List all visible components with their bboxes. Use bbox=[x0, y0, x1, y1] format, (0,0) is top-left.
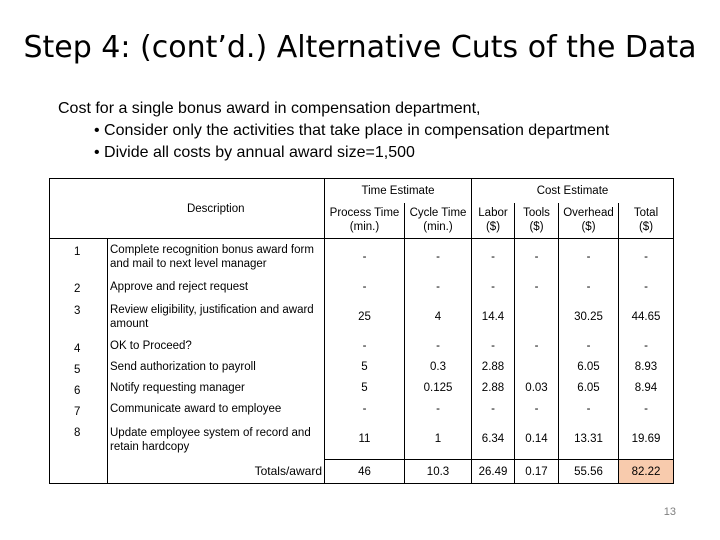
totals-value: 0.17 bbox=[515, 460, 559, 484]
bullet-divide: • Divide all costs by annual award size=1,500 bbox=[94, 144, 415, 161]
cost-estimate-header: Cost Estimate bbox=[472, 179, 674, 203]
column-header-line: Overhead bbox=[563, 207, 614, 220]
table-row bbox=[50, 399, 674, 420]
intro-line: Cost for a single bonus award in compensation department, bbox=[58, 100, 481, 117]
row-value: - bbox=[515, 239, 559, 276]
row-description: Notify requesting manager bbox=[108, 378, 325, 399]
totals-value: 10.3 bbox=[405, 460, 472, 484]
row-value: 30.25 bbox=[559, 298, 619, 336]
row-value: - bbox=[559, 276, 619, 298]
row-value: - bbox=[325, 336, 405, 357]
row-value: 2.88 bbox=[472, 357, 515, 378]
table-row bbox=[50, 239, 674, 276]
time-estimate-header: Time Estimate bbox=[325, 179, 472, 203]
row-value: - bbox=[472, 399, 515, 420]
row-value: 14.4 bbox=[472, 298, 515, 336]
row-value: 44.65 bbox=[619, 298, 674, 336]
row-value: - bbox=[325, 399, 405, 420]
row-value: 1 bbox=[405, 420, 472, 460]
slide-title: Step 4: (cont’d.) Alternative Cuts of the Data bbox=[23, 30, 697, 65]
row-value: 6.05 bbox=[559, 378, 619, 399]
row-value bbox=[515, 357, 559, 378]
column-header bbox=[515, 203, 559, 239]
column-header-line: ($) bbox=[485, 221, 501, 234]
row-value: - bbox=[405, 276, 472, 298]
totals-value: 46 bbox=[325, 460, 405, 484]
column-header bbox=[619, 203, 674, 239]
row-value: 0.03 bbox=[515, 378, 559, 399]
row-value: 5 bbox=[325, 357, 405, 378]
column-header bbox=[472, 203, 515, 239]
row-value: - bbox=[515, 336, 559, 357]
table-row bbox=[50, 357, 674, 378]
row-description: Send authorization to payroll bbox=[108, 357, 325, 378]
row-description: Review eligibility, justification and award amount bbox=[108, 298, 325, 336]
row-value: 11 bbox=[325, 420, 405, 460]
row-value: - bbox=[619, 336, 674, 357]
row-description: Approve and reject request bbox=[108, 276, 325, 298]
row-description: Complete recognition bonus award form and mail to next level manager bbox=[108, 239, 325, 276]
row-value: 0.3 bbox=[405, 357, 472, 378]
row-value: - bbox=[619, 239, 674, 276]
row-number: 2 bbox=[50, 276, 108, 298]
column-header-line: (min.) bbox=[349, 221, 380, 234]
totals-label: Totals/award bbox=[108, 460, 325, 484]
column-header-line: (min.) bbox=[423, 221, 453, 234]
row-value: 6.34 bbox=[472, 420, 515, 460]
column-header bbox=[405, 203, 472, 239]
row-number: 6 bbox=[50, 378, 108, 399]
row-value: 19.69 bbox=[619, 420, 674, 460]
row-number: 5 bbox=[50, 357, 108, 378]
totals-blank-cell bbox=[50, 460, 108, 484]
bullet-consider: • Consider only the activities that take place in compensation department bbox=[94, 122, 610, 139]
column-header-line: Process Time bbox=[329, 207, 400, 220]
row-value: 4 bbox=[405, 298, 472, 336]
row-value: 2.88 bbox=[472, 378, 515, 399]
row-description: Update employee system of record and retain hardcopy bbox=[108, 420, 325, 460]
header-blank-cell bbox=[50, 179, 108, 239]
row-value: - bbox=[515, 276, 559, 298]
column-header-line: Tools bbox=[523, 207, 550, 220]
description-header: Description bbox=[108, 179, 325, 239]
column-header-line: ($) bbox=[638, 221, 654, 234]
row-value: - bbox=[472, 276, 515, 298]
row-value: - bbox=[619, 276, 674, 298]
table-row bbox=[50, 276, 674, 298]
cost-table bbox=[49, 178, 674, 484]
column-header-line: ($) bbox=[581, 221, 596, 234]
row-value: - bbox=[619, 399, 674, 420]
column-header-line: Labor bbox=[478, 207, 508, 220]
row-value: - bbox=[325, 239, 405, 276]
row-value: - bbox=[405, 336, 472, 357]
row-value: - bbox=[559, 336, 619, 357]
row-value: 8.94 bbox=[619, 378, 674, 399]
grand-total-value: 82.22 bbox=[619, 460, 674, 484]
page-number: 13 bbox=[663, 506, 676, 518]
row-value: - bbox=[472, 336, 515, 357]
column-header-line: ($) bbox=[529, 221, 544, 234]
row-value: 5 bbox=[325, 378, 405, 399]
row-value: - bbox=[515, 399, 559, 420]
column-header-line: Total bbox=[633, 207, 659, 220]
intro-text bbox=[58, 98, 609, 164]
row-value: - bbox=[405, 399, 472, 420]
table-row bbox=[50, 420, 674, 460]
totals-value: 26.49 bbox=[472, 460, 515, 484]
table-row bbox=[50, 336, 674, 357]
row-value: - bbox=[472, 239, 515, 276]
row-value: 25 bbox=[325, 298, 405, 336]
row-value: - bbox=[559, 399, 619, 420]
row-number: 1 bbox=[50, 239, 108, 276]
row-number: 7 bbox=[50, 399, 108, 420]
column-header-line: Cycle Time bbox=[409, 207, 467, 220]
row-description: Communicate award to employee bbox=[108, 399, 325, 420]
totals-row bbox=[50, 460, 674, 484]
column-header bbox=[325, 203, 405, 239]
row-value: 0.125 bbox=[405, 378, 472, 399]
row-number: 4 bbox=[50, 336, 108, 357]
row-value: - bbox=[325, 276, 405, 298]
row-value: 13.31 bbox=[559, 420, 619, 460]
row-number: 8 bbox=[50, 420, 108, 460]
row-value bbox=[515, 298, 559, 336]
row-value: - bbox=[405, 239, 472, 276]
row-value: 6.05 bbox=[559, 357, 619, 378]
column-header bbox=[559, 203, 619, 239]
row-number: 3 bbox=[50, 298, 108, 336]
row-value: - bbox=[559, 239, 619, 276]
row-value: 8.93 bbox=[619, 357, 674, 378]
totals-value: 55.56 bbox=[559, 460, 619, 484]
table-row bbox=[50, 298, 674, 336]
row-description: OK to Proceed? bbox=[108, 336, 325, 357]
table-row bbox=[50, 378, 674, 399]
row-value: 0.14 bbox=[515, 420, 559, 460]
